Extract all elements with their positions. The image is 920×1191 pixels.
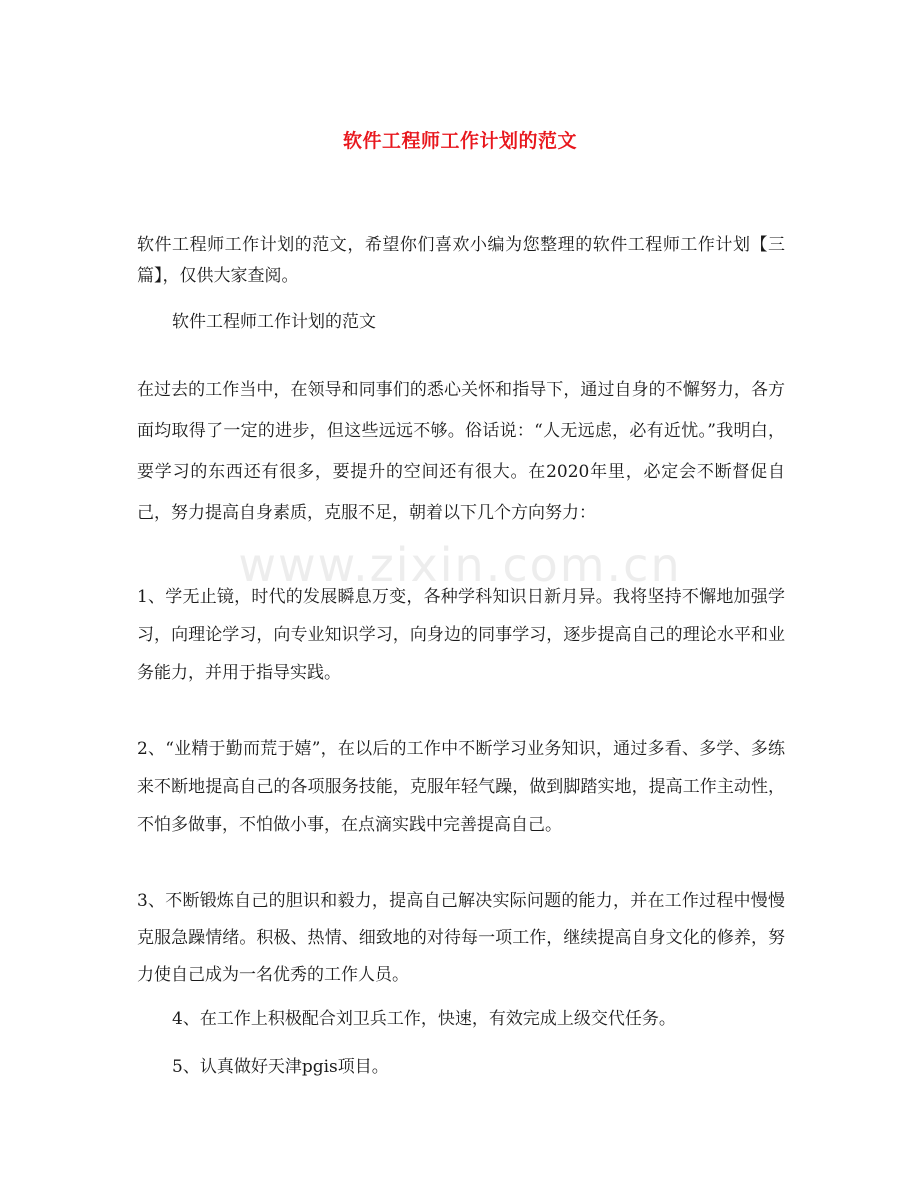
body-paragraph: 在过去的工作当中，在领导和同事们的悉心关怀和指导下，通过自身的不懈努力，各方面均取得了一定的进步，但这些远远不够。俗话说：“人无远虑，必有近忧。”我明白，要学习的东西还有很多，要提升的空间还有很大。在2020年里，必定会不断督促自己，努力提高自身素质，克服不足，朝着以下几个方向努力： xyxy=(137,380,785,523)
section-subtitle: 软件工程师工作计划的范文 xyxy=(172,312,376,332)
plan-item-3: 3、不断锻炼自己的胆识和毅力，提高自己解决实际问题的能力，并在工作过程中慢慢克服急躁情绪。积极、热情、细致地的对待每一项工作，继续提高自身文化的修养，努力使自己成为一名优秀的工作人员。 xyxy=(137,891,785,985)
watermark: www.zixin.com.cn xyxy=(238,538,682,592)
plan-item-2: 2、“业精于勤而荒于嬉”，在以后的工作中不断学习业务知识，通过多看、多学、多练来不断地提高自己的各项服务技能，克服年轻气躁，做到脚踏实地，提高工作主动性，不怕多做事，不怕做小事，在点滴实践中完善提高自己。 xyxy=(137,739,785,835)
document-title: 软件工程师工作计划的范文 xyxy=(342,130,577,152)
plan-item-4: 4、在工作上积极配合刘卫兵工作，快速，有效完成上级交代任务。 xyxy=(172,1009,676,1029)
intro-paragraph: 软件工程师工作计划的范文，希望你们喜欢小编为您整理的软件工程师工作计划【三篇】，仅供大家查阅。 xyxy=(137,235,785,286)
plan-item-1: 1、学无止镜，时代的发展瞬息万变，各种学科知识日新月异。我将坚持不懈地加强学习，向理论学习，向专业知识学习，向身边的同事学习，逐步提高自己的理论水平和业务能力，并用于指导实践。 xyxy=(137,587,785,683)
plan-item-5: 5、认真做好天津pgis项目。 xyxy=(172,1057,389,1077)
